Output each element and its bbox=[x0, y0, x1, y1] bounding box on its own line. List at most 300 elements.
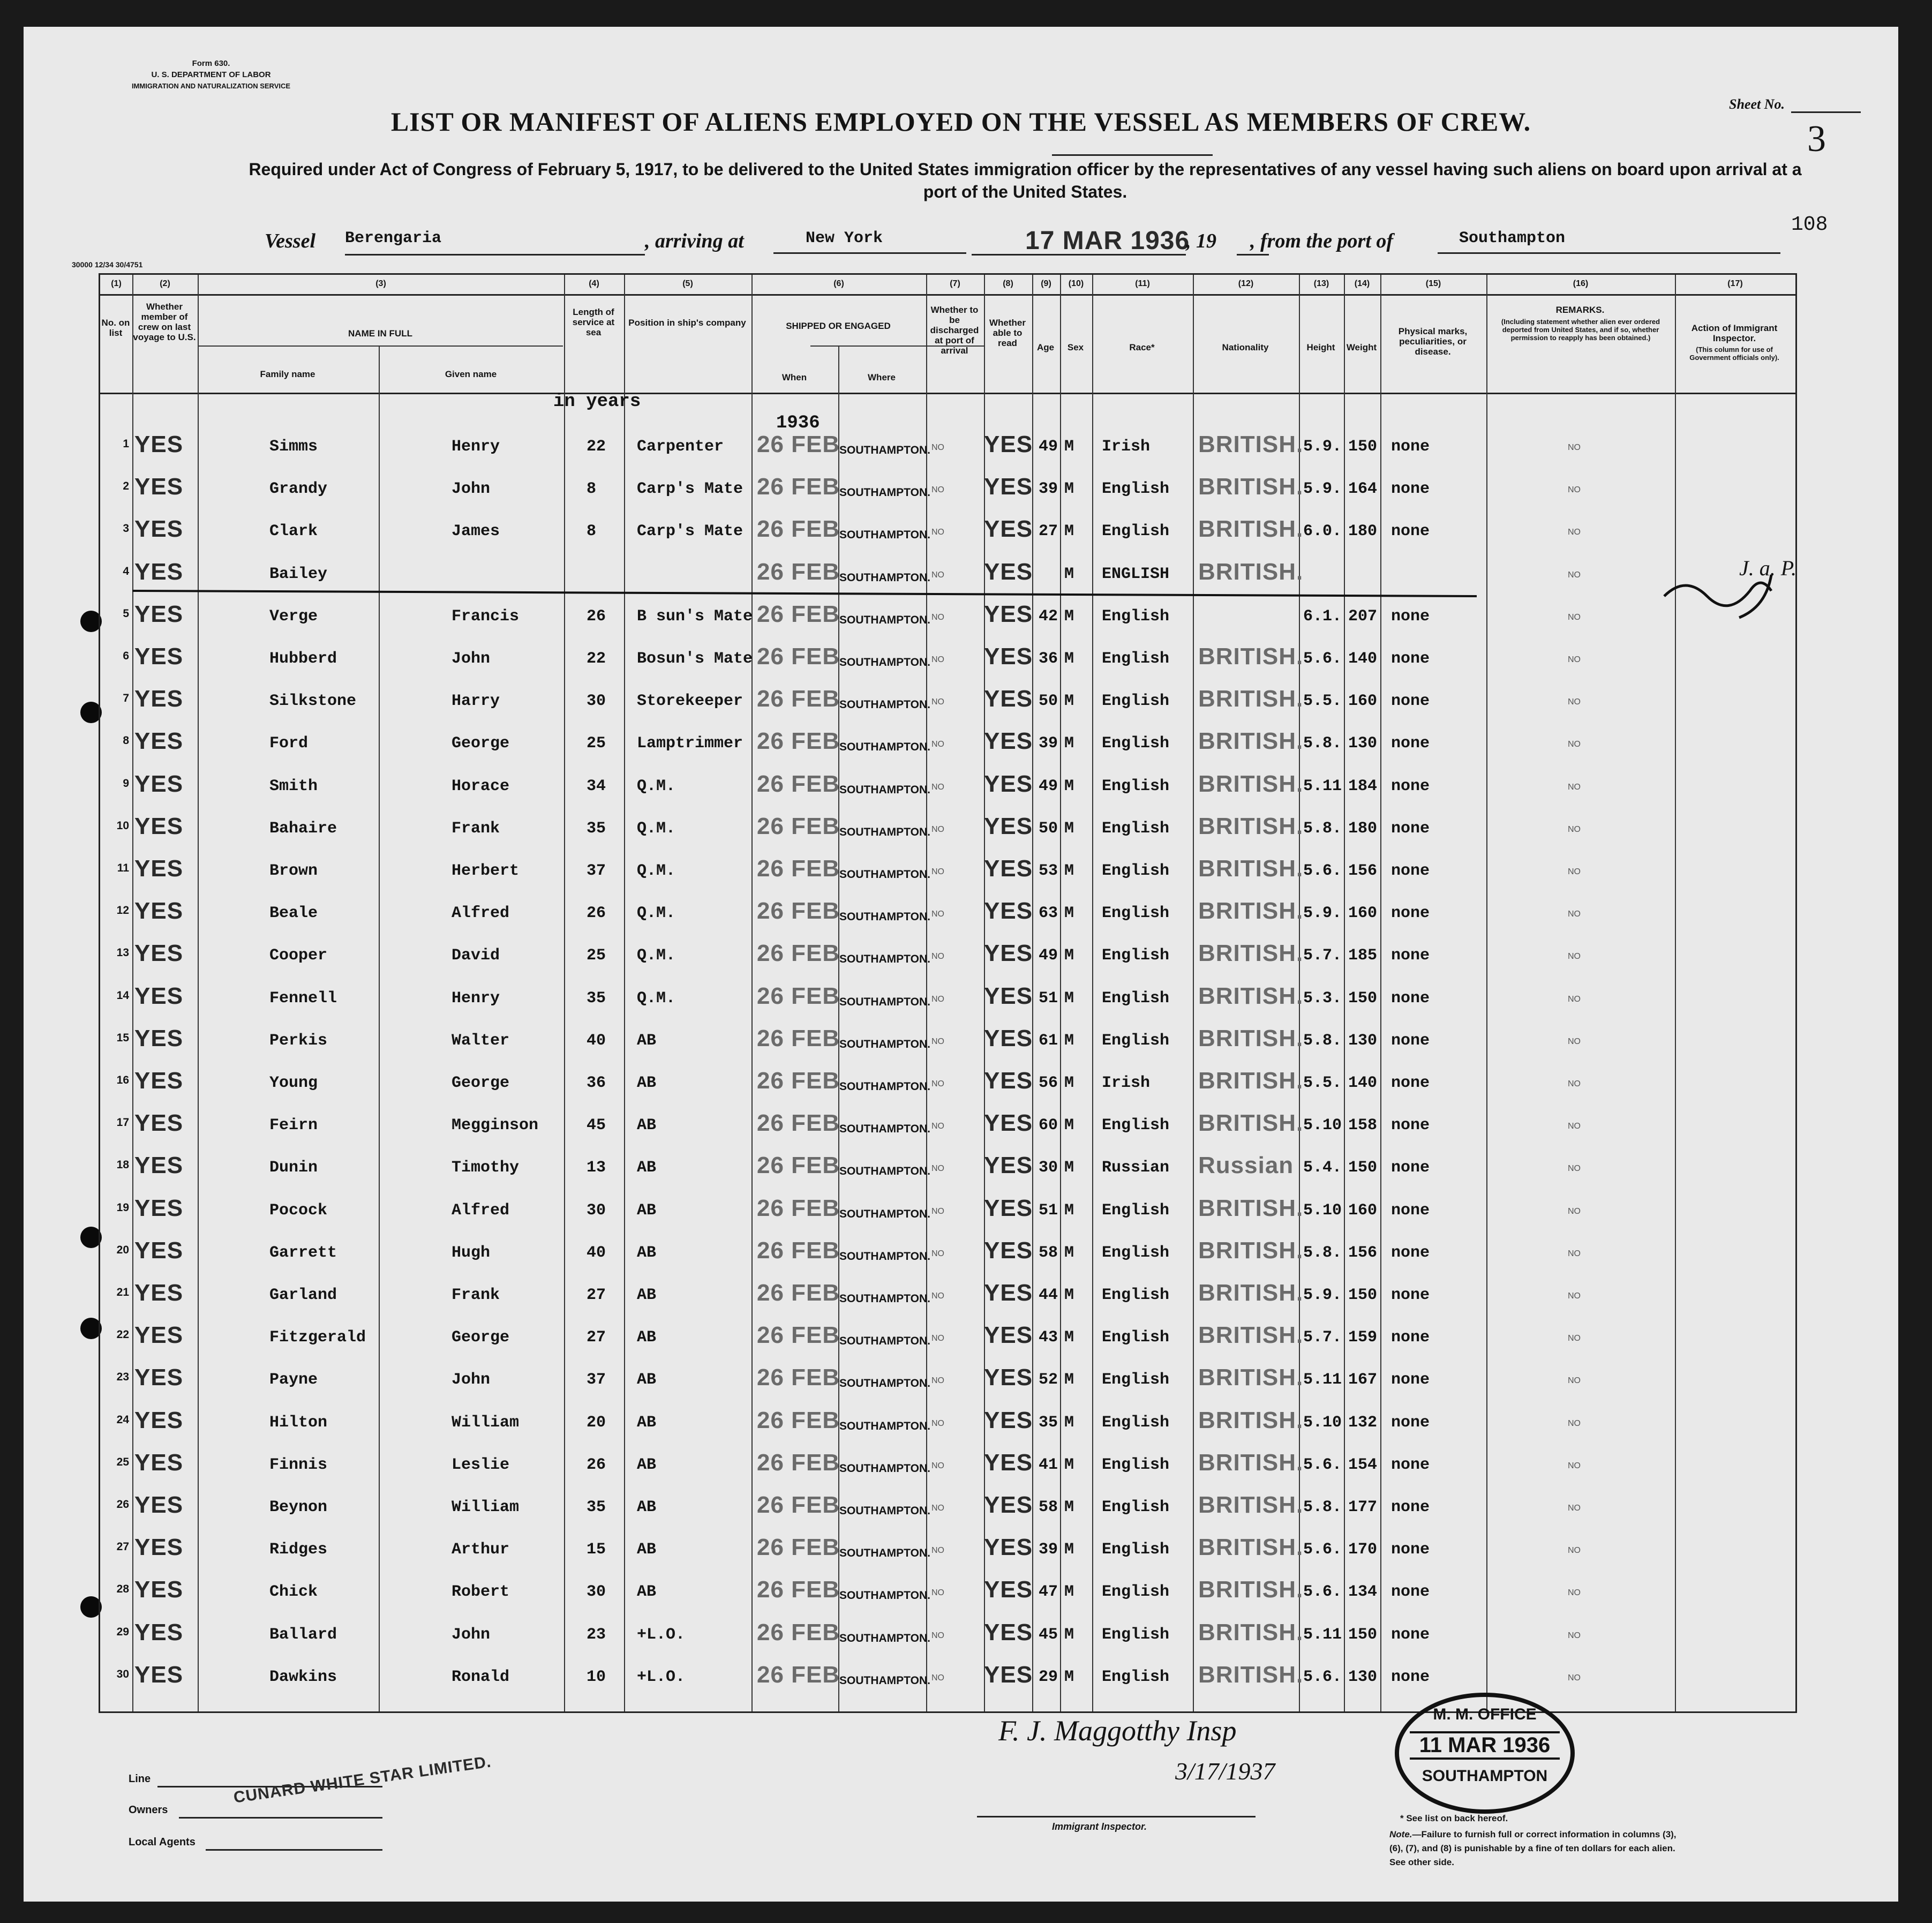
discharged-mark: NO bbox=[931, 1631, 944, 1640]
age: 51 bbox=[1039, 989, 1058, 1008]
family-name: Brown bbox=[269, 862, 318, 880]
weight: 134 bbox=[1348, 1583, 1378, 1602]
given-name: Robert bbox=[452, 1583, 510, 1602]
family-name: Ford bbox=[269, 734, 309, 753]
shipped-when: 26 FEB bbox=[757, 1407, 840, 1433]
remarks-mark: NO bbox=[1568, 1291, 1581, 1301]
family-name: Dawkins bbox=[269, 1667, 337, 1686]
shipped-when: 26 FEB bbox=[757, 728, 840, 755]
header-name-in-full: NAME IN FULL bbox=[348, 328, 412, 339]
remarks-mark: NO bbox=[1568, 1376, 1581, 1386]
discharged-mark: NO bbox=[931, 1249, 944, 1258]
remarks-mark: NO bbox=[1568, 1418, 1581, 1428]
member-stamp: YES bbox=[134, 1449, 184, 1476]
table-row bbox=[100, 1531, 1795, 1574]
form-number: Form 630. bbox=[192, 59, 230, 68]
nationality: BRITISH. bbox=[1198, 898, 1304, 925]
given-name: Ronald bbox=[452, 1667, 510, 1686]
read-stamp: YES bbox=[984, 1364, 1033, 1391]
weight: 164 bbox=[1348, 480, 1378, 499]
age: 45 bbox=[1039, 1625, 1058, 1644]
remarks-mark: NO bbox=[1568, 1334, 1581, 1343]
sex: M bbox=[1064, 1074, 1074, 1092]
remarks-mark: NO bbox=[1568, 697, 1581, 707]
member-stamp: YES bbox=[134, 1110, 184, 1137]
family-name: Verge bbox=[269, 607, 318, 626]
height: 5.9. bbox=[1303, 904, 1342, 923]
read-stamp: YES bbox=[984, 898, 1033, 925]
member-stamp: YES bbox=[134, 1237, 184, 1264]
family-name: Payne bbox=[269, 1371, 318, 1389]
nationality: BRITISH. bbox=[1198, 516, 1304, 543]
member-stamp: YES bbox=[134, 1407, 184, 1433]
row-number: 11 bbox=[117, 862, 129, 874]
remarks-mark: NO bbox=[1568, 655, 1581, 664]
position: Bosun's Mate bbox=[637, 650, 753, 668]
physical-marks: none bbox=[1391, 947, 1430, 965]
age: 61 bbox=[1039, 1031, 1058, 1050]
column-number: (16) bbox=[1573, 279, 1589, 288]
arrival-port: New York bbox=[773, 229, 966, 254]
race: English bbox=[1102, 1243, 1170, 1262]
member-stamp: YES bbox=[134, 431, 184, 457]
weight: 160 bbox=[1348, 1201, 1378, 1220]
weight: 130 bbox=[1348, 1667, 1378, 1686]
header-length: Length of service at sea bbox=[572, 307, 615, 337]
discharged-mark: NO bbox=[931, 824, 944, 834]
age: 27 bbox=[1039, 522, 1058, 541]
sheet-label: Sheet No. bbox=[1729, 96, 1785, 112]
read-stamp: YES bbox=[984, 1025, 1033, 1051]
year-label: , 19 bbox=[1186, 230, 1216, 252]
service-years: 26 bbox=[587, 904, 606, 923]
shipped-where: SOUTHAMPTON. bbox=[839, 1547, 930, 1560]
shipped-where: SOUTHAMPTON. bbox=[839, 1250, 930, 1263]
weight: 130 bbox=[1348, 1031, 1378, 1050]
service-years: 25 bbox=[587, 947, 606, 965]
race: English bbox=[1102, 1031, 1170, 1050]
given-name: David bbox=[452, 947, 500, 965]
read-stamp: YES bbox=[984, 982, 1033, 1009]
header-weight: Weight bbox=[1346, 342, 1377, 352]
shipped-where: SOUTHAMPTON. bbox=[839, 911, 930, 923]
given-name: Hugh bbox=[452, 1243, 491, 1262]
height: 5.6. bbox=[1303, 650, 1342, 668]
member-stamp: YES bbox=[134, 600, 184, 627]
service-years: 40 bbox=[587, 1243, 606, 1262]
row-number: 15 bbox=[116, 1031, 129, 1044]
discharged-mark: NO bbox=[931, 1334, 944, 1343]
race: English bbox=[1102, 522, 1170, 541]
shipped-where: SOUTHAMPTON. bbox=[839, 486, 930, 499]
discharged-mark: NO bbox=[931, 740, 944, 749]
position: AB bbox=[637, 1243, 657, 1262]
race: English bbox=[1102, 1201, 1170, 1220]
nationality: BRITISH. bbox=[1198, 1492, 1304, 1518]
height: 5.9. bbox=[1303, 480, 1342, 499]
family-name: Feirn bbox=[269, 1116, 318, 1135]
member-stamp: YES bbox=[134, 1492, 184, 1518]
read-stamp: YES bbox=[984, 600, 1033, 627]
weight: 156 bbox=[1348, 862, 1378, 880]
service-years: 15 bbox=[587, 1541, 606, 1559]
shipped-when: 26 FEB bbox=[757, 686, 840, 712]
age: 43 bbox=[1039, 1328, 1058, 1347]
shipped-where: SOUTHAMPTON. bbox=[839, 1293, 930, 1305]
physical-marks: none bbox=[1391, 989, 1430, 1008]
remarks-mark: NO bbox=[1568, 782, 1581, 792]
discharged-mark: NO bbox=[931, 952, 944, 962]
vessel-label: Vessel bbox=[265, 230, 315, 252]
see-list-note: * See list on back hereof. bbox=[1400, 1813, 1508, 1823]
physical-marks: none bbox=[1391, 777, 1430, 795]
sex: M bbox=[1064, 1541, 1074, 1559]
family-name: Cooper bbox=[269, 947, 328, 965]
remarks-mark: NO bbox=[1568, 1036, 1581, 1046]
physical-marks: none bbox=[1391, 1413, 1430, 1432]
physical-marks: none bbox=[1391, 1116, 1430, 1135]
age: 49 bbox=[1039, 438, 1058, 456]
position: AB bbox=[637, 1371, 657, 1389]
member-stamp: YES bbox=[134, 474, 184, 500]
weight: 150 bbox=[1348, 989, 1378, 1008]
row-number: 28 bbox=[116, 1583, 129, 1596]
weight: 140 bbox=[1348, 1074, 1378, 1092]
sex: M bbox=[1064, 565, 1074, 583]
sex: M bbox=[1064, 947, 1074, 965]
remarks-mark: NO bbox=[1568, 824, 1581, 834]
sex: M bbox=[1064, 1201, 1074, 1220]
discharged-mark: NO bbox=[931, 867, 944, 876]
header-action-note: (This column for use of Government officials only). bbox=[1689, 345, 1779, 362]
shipped-where: SOUTHAMPTON. bbox=[839, 995, 930, 1008]
shipped-when: 26 FEB bbox=[757, 1068, 840, 1094]
page-title: LIST OR MANIFEST OF ALIENS EMPLOYED ON THE VESSEL AS MEMBERS OF CREW. bbox=[390, 107, 1531, 137]
race: English bbox=[1102, 1583, 1170, 1602]
read-stamp: YES bbox=[984, 1237, 1033, 1264]
row-number: 2 bbox=[123, 480, 129, 493]
row-number: 21 bbox=[116, 1286, 129, 1298]
shipped-when: 26 FEB bbox=[757, 1195, 840, 1221]
position: Q.M. bbox=[637, 989, 676, 1008]
family-name: Pocock bbox=[269, 1201, 328, 1220]
column-number: (9) bbox=[1041, 279, 1051, 288]
service-years: 22 bbox=[587, 438, 606, 456]
family-name: Young bbox=[269, 1074, 318, 1092]
column-number: (15) bbox=[1425, 279, 1441, 288]
age: 58 bbox=[1039, 1498, 1058, 1516]
discharged-mark: NO bbox=[931, 612, 944, 622]
from-label: , from the port of bbox=[1250, 230, 1394, 252]
row-number: 25 bbox=[116, 1455, 129, 1468]
remarks-mark: NO bbox=[1568, 443, 1581, 452]
age: 29 bbox=[1039, 1667, 1058, 1686]
height: 5.8. bbox=[1303, 1243, 1342, 1262]
age: 39 bbox=[1039, 480, 1058, 499]
height: 5.10 bbox=[1303, 1116, 1342, 1135]
height: 5.8. bbox=[1303, 734, 1342, 753]
family-name: Garland bbox=[269, 1286, 337, 1304]
age: 39 bbox=[1039, 1541, 1058, 1559]
service-years: 20 bbox=[587, 1413, 606, 1432]
race: English bbox=[1102, 862, 1170, 880]
shipped-where: SOUTHAMPTON. bbox=[839, 741, 930, 754]
given-name: John bbox=[452, 1625, 491, 1644]
shipped-when: 26 FEB bbox=[757, 1364, 840, 1391]
shipped-when: 26 FEB bbox=[757, 516, 840, 543]
row-number: 17 bbox=[116, 1116, 129, 1129]
nationality: BRITISH. bbox=[1198, 813, 1304, 839]
inspector-label: Immigrant Inspector. bbox=[1052, 1821, 1147, 1832]
sex: M bbox=[1064, 1243, 1074, 1262]
shipped-where: SOUTHAMPTON. bbox=[839, 1038, 930, 1050]
remarks-mark: NO bbox=[1568, 910, 1581, 919]
shipped-where: SOUTHAMPTON. bbox=[839, 698, 930, 711]
weight: 132 bbox=[1348, 1413, 1378, 1432]
weight: 154 bbox=[1348, 1455, 1378, 1474]
sex: M bbox=[1064, 1498, 1074, 1516]
service-years: 8 bbox=[587, 480, 597, 499]
column-number: (11) bbox=[1135, 279, 1150, 288]
sex: M bbox=[1064, 1625, 1074, 1644]
given-name: Francis bbox=[452, 607, 520, 626]
table-row bbox=[100, 1192, 1795, 1235]
nationality: BRITISH. bbox=[1198, 1280, 1304, 1306]
header-no: No. on list bbox=[101, 318, 130, 338]
remarks-mark: NO bbox=[1568, 1079, 1581, 1088]
seal-bottom: SOUTHAMPTON bbox=[1422, 1767, 1548, 1785]
race: English bbox=[1102, 734, 1170, 753]
position: Q.M. bbox=[637, 777, 676, 795]
race: English bbox=[1102, 947, 1170, 965]
given-name: Frank bbox=[452, 1286, 500, 1304]
given-name: John bbox=[452, 1371, 491, 1389]
given-name: George bbox=[452, 1074, 510, 1092]
nationality: BRITISH. bbox=[1198, 1619, 1304, 1646]
row4-annotation-scribble bbox=[1664, 564, 1795, 618]
discharged-mark: NO bbox=[931, 1504, 944, 1513]
discharged-mark: NO bbox=[931, 485, 944, 495]
shipped-when: 26 FEB bbox=[757, 1237, 840, 1264]
read-stamp: YES bbox=[984, 643, 1033, 670]
shipped-where: SOUTHAMPTON. bbox=[839, 444, 930, 456]
seal-top: M. M. OFFICE bbox=[1433, 1706, 1537, 1723]
read-stamp: YES bbox=[984, 770, 1033, 797]
given-name: Arthur bbox=[452, 1541, 510, 1559]
physical-marks: none bbox=[1391, 522, 1430, 541]
manifest-sheet bbox=[24, 27, 1898, 1902]
nationality: BRITISH. bbox=[1198, 855, 1304, 882]
read-stamp: YES bbox=[984, 813, 1033, 839]
service-years: 22 bbox=[587, 650, 606, 668]
discharged-mark: NO bbox=[931, 1546, 944, 1556]
shipped-when: 26 FEB bbox=[757, 1576, 840, 1603]
remarks-mark: NO bbox=[1568, 1206, 1581, 1216]
sex: M bbox=[1064, 1583, 1074, 1602]
member-stamp: YES bbox=[134, 643, 184, 670]
remarks-mark: NO bbox=[1568, 1461, 1581, 1470]
sex: M bbox=[1064, 692, 1074, 711]
given-name: George bbox=[452, 1328, 510, 1347]
read-stamp: YES bbox=[984, 1576, 1033, 1603]
row-number: 10 bbox=[116, 819, 129, 832]
header-shipped: SHIPPED OR ENGAGED bbox=[786, 321, 891, 331]
discharged-mark: NO bbox=[931, 1588, 944, 1598]
table-row bbox=[100, 937, 1795, 980]
sheet-number: 3 bbox=[1807, 118, 1826, 160]
sex: M bbox=[1064, 607, 1074, 626]
header-remarks-note: (Including statement whether alien ever ordered deported from United States, and if so, whether permission to reapply has been obtained.) bbox=[1501, 318, 1660, 342]
table-row bbox=[100, 1573, 1795, 1616]
age: 49 bbox=[1039, 947, 1058, 965]
line-label: Line bbox=[129, 1773, 151, 1785]
service-years: 34 bbox=[587, 777, 606, 795]
discharged-mark: NO bbox=[931, 1122, 944, 1131]
column-number: (6) bbox=[833, 279, 844, 288]
shipped-where: SOUTHAMPTON. bbox=[839, 1674, 930, 1687]
race: English bbox=[1102, 607, 1170, 626]
read-stamp: YES bbox=[984, 1661, 1033, 1688]
member-stamp: YES bbox=[134, 728, 184, 755]
agents-label: Local Agents bbox=[129, 1836, 196, 1848]
read-stamp: YES bbox=[984, 1407, 1033, 1433]
age: 30 bbox=[1039, 1159, 1058, 1177]
weight: 150 bbox=[1348, 1286, 1378, 1304]
member-stamp: YES bbox=[134, 1576, 184, 1603]
shipped-where: SOUTHAMPTON. bbox=[839, 613, 930, 626]
nationality: BRITISH. bbox=[1198, 940, 1304, 967]
race: English bbox=[1102, 1328, 1170, 1347]
weight: 156 bbox=[1348, 1243, 1378, 1262]
age: 51 bbox=[1039, 1201, 1058, 1220]
shipped-when: 26 FEB bbox=[757, 982, 840, 1009]
shipped-where: SOUTHAMPTON. bbox=[839, 825, 930, 838]
physical-marks: none bbox=[1391, 650, 1430, 668]
page-subtitle: Required under Act of Congress of February 5, 1917, to be delivered to the United States immigration officer by the representatives of any vessel having such aliens on board upon arrival at a port of the United States. bbox=[249, 160, 1802, 201]
row-number: 9 bbox=[123, 777, 129, 790]
given-name: Frank bbox=[452, 819, 500, 838]
physical-marks: none bbox=[1391, 1583, 1430, 1602]
service-years: 30 bbox=[587, 1583, 606, 1602]
shipped-where: SOUTHAMPTON. bbox=[839, 1589, 930, 1602]
nationality: BRITISH. bbox=[1198, 643, 1304, 670]
age: 49 bbox=[1039, 777, 1058, 795]
shipped-when: 26 FEB bbox=[757, 770, 840, 797]
physical-marks: none bbox=[1391, 692, 1430, 711]
member-stamp: YES bbox=[134, 1322, 184, 1349]
shipped-where: SOUTHAMPTON. bbox=[839, 571, 930, 584]
shipped-when: 26 FEB bbox=[757, 643, 840, 670]
position: AB bbox=[637, 1159, 657, 1177]
physical-marks: none bbox=[1391, 1328, 1430, 1347]
remarks-mark: NO bbox=[1568, 740, 1581, 749]
column-number: (12) bbox=[1238, 279, 1254, 288]
discharged-mark: NO bbox=[931, 910, 944, 919]
height: 6.0. bbox=[1303, 522, 1342, 541]
row-number: 30 bbox=[116, 1667, 129, 1680]
header-height: Height bbox=[1306, 342, 1335, 352]
sex: M bbox=[1064, 1413, 1074, 1432]
family-name: Hubberd bbox=[269, 650, 337, 668]
given-name: Walter bbox=[452, 1031, 510, 1050]
physical-marks: none bbox=[1391, 862, 1430, 880]
service-years: 13 bbox=[587, 1159, 606, 1177]
row-number: 8 bbox=[123, 734, 129, 747]
position: +L.O. bbox=[637, 1667, 686, 1686]
race: English bbox=[1102, 904, 1170, 923]
given-name: Alfred bbox=[452, 1201, 510, 1220]
read-stamp: YES bbox=[984, 1195, 1033, 1221]
column-number: (8) bbox=[1003, 279, 1013, 288]
remarks-mark: NO bbox=[1568, 1673, 1581, 1682]
form-id-block bbox=[99, 58, 324, 92]
position: AB bbox=[637, 1286, 657, 1304]
physical-marks: none bbox=[1391, 480, 1430, 499]
agents-stamp: CUNARD WHITE STAR LIMITED. bbox=[232, 1753, 493, 1807]
header-member: Whether member of crew on last voyage to U.S. bbox=[133, 302, 196, 342]
column-number: (3) bbox=[375, 279, 386, 288]
height: 5.11 bbox=[1303, 1371, 1342, 1389]
shipped-when: 26 FEB bbox=[757, 1492, 840, 1518]
shipped-when: 26 FEB bbox=[757, 1534, 840, 1561]
physical-marks: none bbox=[1391, 1201, 1430, 1220]
weight: 158 bbox=[1348, 1116, 1378, 1135]
height: 5.6. bbox=[1303, 1583, 1342, 1602]
physical-marks: none bbox=[1391, 607, 1430, 626]
shipped-when: 26 FEB bbox=[757, 1449, 840, 1476]
position: AB bbox=[637, 1031, 657, 1050]
sex: M bbox=[1064, 1116, 1074, 1135]
weight: 150 bbox=[1348, 438, 1378, 456]
family-name: Chick bbox=[269, 1583, 318, 1602]
member-stamp: YES bbox=[134, 1025, 184, 1051]
shipped-when: 26 FEB bbox=[757, 1025, 840, 1051]
row4-strikethrough bbox=[132, 591, 1477, 596]
height: 6.1. bbox=[1303, 607, 1342, 626]
position: Carp's Mate bbox=[637, 480, 743, 499]
physical-marks: none bbox=[1391, 1455, 1430, 1474]
member-stamp: YES bbox=[134, 1619, 184, 1646]
shipped-where: SOUTHAMPTON. bbox=[839, 1377, 930, 1390]
table-row bbox=[100, 1616, 1795, 1659]
table-row bbox=[100, 1489, 1795, 1531]
weight: 160 bbox=[1348, 904, 1378, 923]
weight: 184 bbox=[1348, 777, 1378, 795]
discharged-mark: NO bbox=[931, 570, 944, 580]
age: 60 bbox=[1039, 1116, 1058, 1135]
shipped-when: 26 FEB bbox=[757, 813, 840, 839]
read-stamp: YES bbox=[984, 1322, 1033, 1349]
member-stamp: YES bbox=[134, 898, 184, 925]
remarks-mark: NO bbox=[1568, 994, 1581, 1004]
header-sex: Sex bbox=[1067, 342, 1084, 352]
race: English bbox=[1102, 777, 1170, 795]
race: English bbox=[1102, 1116, 1170, 1135]
age: 52 bbox=[1039, 1371, 1058, 1389]
row-number: 29 bbox=[116, 1625, 129, 1638]
service: IMMIGRATION AND NATURALIZATION SERVICE bbox=[131, 82, 291, 90]
service-years: 35 bbox=[587, 1498, 606, 1516]
shipped-when: 26 FEB bbox=[757, 600, 840, 627]
shipped-when: 26 FEB bbox=[757, 1661, 840, 1688]
weight: 177 bbox=[1348, 1498, 1378, 1516]
position: Lamptrimmer bbox=[637, 734, 743, 753]
member-stamp: YES bbox=[134, 516, 184, 543]
height: 5.10 bbox=[1303, 1201, 1342, 1220]
height: 5.11 bbox=[1303, 777, 1342, 795]
sex: M bbox=[1064, 1031, 1074, 1050]
row-number: 13 bbox=[116, 947, 129, 959]
